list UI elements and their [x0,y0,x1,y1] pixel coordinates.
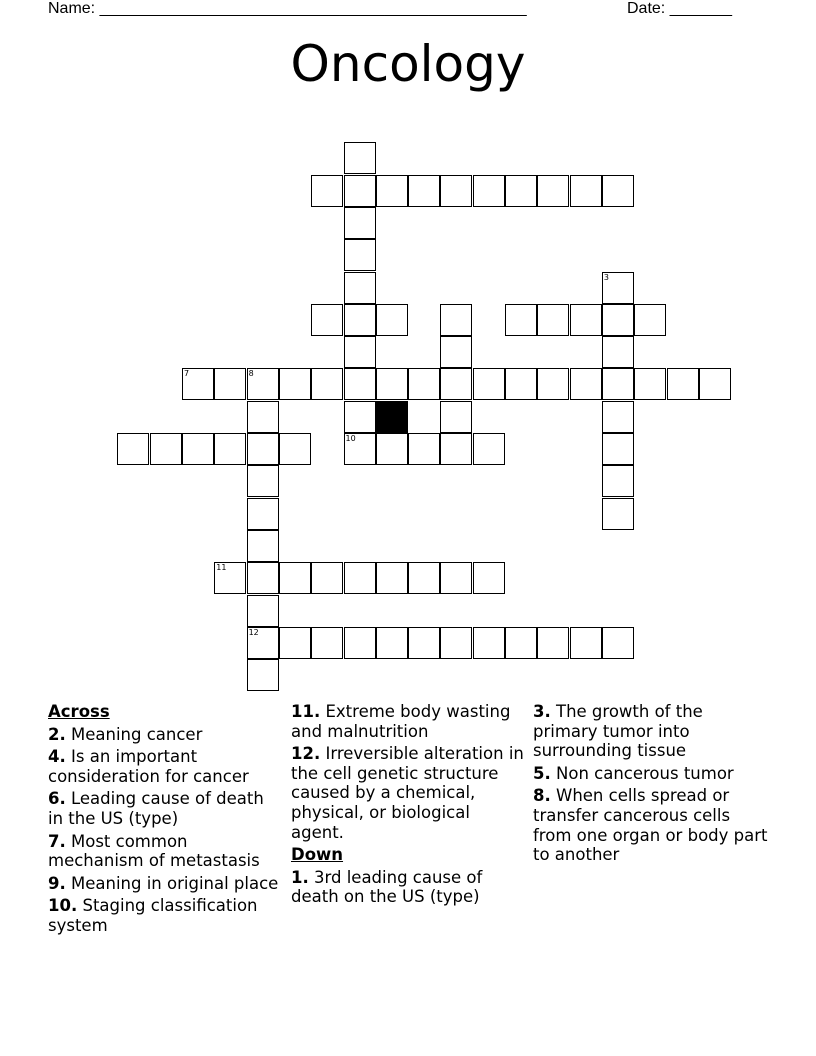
clue-item-text: Non cancerous tumor [556,763,734,783]
clue-item-number: 3. [533,702,551,721]
grid-cell[interactable] [602,175,634,207]
grid-cell[interactable] [117,433,149,465]
clue-number: 8 [248,369,254,379]
grid-cell[interactable] [440,627,472,659]
grid-cell[interactable] [537,304,569,336]
grid-cell[interactable] [344,304,376,336]
clue-number: 3 [603,272,609,282]
clue-column-2 [291,702,527,910]
clue-item-text: Most common mechanism of metastasis [48,831,260,871]
name-field[interactable]: Name: ________________________________________________ [48,0,527,17]
across-heading: Across [48,702,110,721]
clue-item-number: 12. [291,744,321,764]
grid-cell[interactable] [247,595,279,627]
grid-cell[interactable] [214,562,246,594]
grid-cell[interactable] [602,401,634,433]
grid-cell[interactable] [408,368,440,400]
grid-cell[interactable] [473,433,505,465]
grid-cell[interactable] [440,368,472,400]
black-cell [376,401,408,433]
grid-cell[interactable] [344,207,376,239]
grid-cell[interactable] [570,627,602,659]
clue-number: 7 [184,369,190,379]
grid-cell[interactable] [311,304,343,336]
clue-number: 10 [345,434,356,443]
grid-cell[interactable] [182,368,214,400]
clue-item-text: Leading cause of death in the US (type) [48,789,264,828]
grid-cell[interactable] [602,304,634,336]
grid-cell[interactable] [602,627,634,659]
clue-item-number: 7. [48,831,66,851]
grid-cell[interactable] [473,368,505,400]
grid-cell[interactable] [247,530,279,562]
clue-column-1 [48,702,284,939]
grid-cell[interactable] [344,142,376,174]
clue-item [48,896,284,935]
clue-item-number: 2. [48,724,66,744]
grid-cell[interactable] [247,368,279,400]
grid-cell[interactable] [376,433,408,465]
grid-cell[interactable] [667,368,699,400]
clue-item [48,789,284,828]
clue-item-text: 3rd leading cause of death on the US (type) [291,867,483,907]
grid-cell[interactable] [537,627,569,659]
grid-cell[interactable] [602,336,634,368]
grid-cell[interactable] [634,368,666,400]
clue-item-number: 5. [533,763,551,783]
clue-item-text: Meaning cancer [71,724,203,744]
grid-cell[interactable] [247,659,279,691]
grid-cell[interactable] [602,368,634,400]
date-field[interactable]: Date: _______ [627,0,732,17]
clue-item-text: Is an important consideration for cancer [48,747,249,786]
grid-cell[interactable] [440,304,472,336]
grid-cell[interactable] [279,627,311,659]
clue-item-text: Extreme body wasting and malnutrition [291,702,511,741]
grid-cell[interactable] [440,175,472,207]
clue-item-number: 6. [48,789,66,809]
grid-cell[interactable] [505,304,537,336]
clue-item [533,786,769,864]
grid-cell[interactable] [570,304,602,336]
grid-cell[interactable] [537,175,569,207]
grid-cell[interactable] [408,175,440,207]
grid-cell[interactable] [311,562,343,594]
grid-cell[interactable] [440,562,472,594]
grid-cell[interactable] [602,498,634,530]
grid-cell[interactable] [473,627,505,659]
grid-cell[interactable] [602,465,634,497]
clue-number: 11 [216,563,227,573]
grid-cell[interactable] [602,272,634,304]
grid-cell[interactable] [440,433,472,465]
grid-cell[interactable] [214,433,246,465]
grid-cell[interactable] [279,433,311,465]
clue-item [48,747,284,786]
grid-cell[interactable] [311,627,343,659]
grid-cell[interactable] [344,401,376,433]
grid-cell[interactable] [440,336,472,368]
grid-cell[interactable] [473,175,505,207]
clue-item-number: 8. [533,786,551,806]
grid-cell[interactable] [279,562,311,594]
grid-cell[interactable] [344,336,376,368]
down-heading: Down [291,845,344,865]
grid-cell[interactable] [408,433,440,465]
clue-item [48,725,284,745]
grid-cell[interactable] [311,368,343,400]
grid-cell[interactable] [440,401,472,433]
clue-number: 12 [248,627,259,637]
grid-cell[interactable] [376,175,408,207]
grid-cell[interactable] [247,401,279,433]
clue-item [291,868,527,907]
grid-cell[interactable] [376,627,408,659]
grid-cell[interactable] [344,627,376,659]
clue-item [533,764,769,784]
grid-cell[interactable] [247,562,279,594]
clue-item [48,874,284,894]
grid-cell[interactable] [247,627,279,659]
clue-item-number: 10. [48,896,78,916]
grid-cell[interactable] [214,368,246,400]
grid-cell[interactable] [408,562,440,594]
clue-item-text: Irreversible alteration in the cell genetic structure caused by a chemical, physical, or biological agent. [291,744,524,842]
clue-item [291,702,527,741]
grid-cell[interactable] [570,368,602,400]
clue-item-number: 1. [291,867,309,887]
grid-cell[interactable] [602,433,634,465]
puzzle-title: Oncology [290,35,526,93]
grid-cell[interactable] [247,498,279,530]
grid-cell[interactable] [699,368,731,400]
grid-cell[interactable] [505,175,537,207]
grid-cell[interactable] [634,304,666,336]
clue-item-number: 11. [291,702,321,721]
grid-cell[interactable] [182,433,214,465]
grid-cell[interactable] [376,368,408,400]
grid-cell[interactable] [344,433,376,465]
grid-cell[interactable] [344,368,376,400]
clue-item-text: The growth of the primary tumor into surrounding tissue [533,702,703,761]
grid-cell[interactable] [247,465,279,497]
clue-item-text: When cells spread or transfer cancerous cells from one organ or body part to another [533,786,768,865]
grid-cell[interactable] [344,239,376,271]
grid-cell[interactable] [376,304,408,336]
grid-cell[interactable] [537,368,569,400]
grid-cell[interactable] [570,175,602,207]
grid-cell[interactable] [505,627,537,659]
clue-item-text: Staging classification system [48,896,258,935]
clue-item [48,832,284,871]
grid-cell[interactable] [344,562,376,594]
clue-item-number: 4. [48,747,66,767]
grid-cell[interactable] [344,272,376,304]
grid-cell[interactable] [408,627,440,659]
grid-cell[interactable] [505,368,537,400]
clue-item-number: 9. [48,873,66,893]
grid-cell[interactable] [344,175,376,207]
clue-item [291,744,527,842]
grid-cell[interactable] [376,562,408,594]
grid-cell[interactable] [150,433,182,465]
clue-column-3 [533,702,769,868]
grid-cell[interactable] [247,433,279,465]
grid-cell[interactable] [473,562,505,594]
clue-item [533,702,769,761]
grid-cell[interactable] [279,368,311,400]
grid-cell[interactable] [311,175,343,207]
clue-item-text: Meaning in original place [71,873,279,893]
